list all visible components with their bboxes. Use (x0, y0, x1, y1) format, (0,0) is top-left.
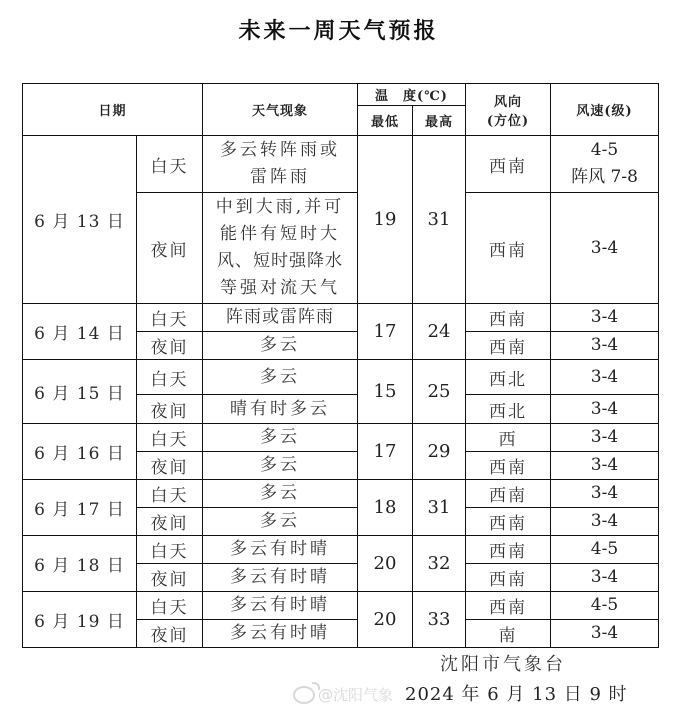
table-row (23, 424, 659, 452)
table-row (23, 304, 659, 332)
phenomenon-cell: 多云 (203, 508, 358, 536)
low-temp-cell: 20 (358, 536, 413, 592)
high-temp-cell: 25 (413, 360, 466, 424)
wind-direction-cell: 南 (466, 620, 551, 648)
header-wind-direction (466, 84, 551, 136)
wind-speed-cell: 3-4 (551, 332, 659, 360)
watermark (293, 684, 393, 705)
issue-datetime: 2024 年 6 月 13 日 9 时 (405, 684, 628, 705)
page-title: 未来一周天气预报 (238, 18, 439, 44)
period-cell: 夜间 (137, 193, 203, 304)
phenomenon-cell (203, 136, 358, 193)
wind-speed-cell: 3-4 (551, 360, 659, 395)
phenomenon-cell: 多云 (203, 480, 358, 508)
period-cell: 夜间 (137, 564, 203, 592)
table-row (23, 136, 659, 193)
issuing-organization: 沈阳市气象台 (440, 654, 566, 675)
header-temperature: 温 度(℃) (358, 84, 466, 106)
low-temp-cell: 17 (358, 304, 413, 360)
date-cell: 6 月 15 日 (23, 360, 137, 424)
date-cell: 6 月 18 日 (23, 536, 137, 592)
high-temp-cell: 24 (413, 304, 466, 360)
period-cell: 夜间 (137, 452, 203, 480)
header-wind-direction-line2: (方位) (486, 113, 530, 129)
phenomenon-cell: 多云 (203, 332, 358, 360)
wind-direction-cell: 西北 (466, 395, 551, 424)
period-cell: 白天 (137, 136, 203, 193)
phenomenon-line: 中到大雨,并可 (215, 197, 345, 217)
wind-direction-cell: 西南 (466, 304, 551, 332)
header-date: 日期 (23, 84, 203, 136)
wind-speed-cell: 3-4 (551, 193, 659, 304)
wind-speed-cell: 3-4 (551, 452, 659, 480)
wind-direction-cell: 西南 (466, 136, 551, 193)
wind-speed-cell: 3-4 (551, 424, 659, 452)
header-row (23, 84, 659, 106)
wind-direction-cell: 西南 (466, 508, 551, 536)
date-cell: 6 月 16 日 (23, 424, 137, 480)
period-cell: 白天 (137, 536, 203, 564)
phenomenon-cell: 多云有时晴 (203, 536, 358, 564)
high-temp-cell: 31 (413, 136, 466, 304)
phenomenon-line: 风、短时强降水 (217, 251, 343, 271)
low-temp-cell: 18 (358, 480, 413, 536)
wind-direction-cell: 西北 (466, 360, 551, 395)
high-temp-cell: 29 (413, 424, 466, 480)
header-wind-direction-line1: 风向 (493, 94, 522, 110)
date-cell: 6 月 13 日 (23, 136, 137, 304)
forecast-table (22, 83, 659, 648)
wind-speed-cell: 3-4 (551, 395, 659, 424)
low-temp-cell: 19 (358, 136, 413, 304)
wind-direction-cell: 西 (466, 424, 551, 452)
phenomenon-cell: 多云有时晴 (203, 592, 358, 620)
wind-speed-cell: 3-4 (551, 620, 659, 648)
header-high: 最高 (413, 106, 466, 136)
high-temp-cell: 31 (413, 480, 466, 536)
period-cell: 白天 (137, 592, 203, 620)
header-wind-speed: 风速(级) (551, 84, 659, 136)
low-temp-cell: 15 (358, 360, 413, 424)
phenomenon-cell: 多云有时晴 (203, 620, 358, 648)
low-temp-cell: 17 (358, 424, 413, 480)
phenomenon-cell: 阵雨或雷阵雨 (203, 304, 358, 332)
period-cell: 夜间 (137, 508, 203, 536)
high-temp-cell: 33 (413, 592, 466, 648)
phenomenon-cell (203, 193, 358, 304)
wind-direction-cell: 西南 (466, 332, 551, 360)
wind-speed-cell (551, 136, 659, 193)
period-cell: 夜间 (137, 395, 203, 424)
wind-speed-line: 阵风 7-8 (571, 167, 638, 187)
period-cell: 白天 (137, 480, 203, 508)
date-cell: 6 月 19 日 (23, 592, 137, 648)
phenomenon-cell: 多云 (203, 424, 358, 452)
phenomenon-line: 多云转阵雨或 (220, 140, 340, 160)
table-row (23, 480, 659, 508)
phenomenon-line: 等强对流天气 (220, 278, 340, 298)
weibo-icon (293, 686, 315, 704)
wind-direction-cell: 西南 (466, 452, 551, 480)
date-cell: 6 月 17 日 (23, 480, 137, 536)
low-temp-cell: 20 (358, 592, 413, 648)
table-row (23, 592, 659, 620)
high-temp-cell: 32 (413, 536, 466, 592)
wind-direction-cell: 西南 (466, 536, 551, 564)
wind-direction-cell: 西南 (466, 564, 551, 592)
period-cell: 夜间 (137, 620, 203, 648)
wind-speed-cell: 4-5 (551, 536, 659, 564)
phenomenon-line: 能伴有短时大 (220, 224, 340, 244)
wind-speed-cell: 3-4 (551, 480, 659, 508)
wind-direction-cell: 西南 (466, 592, 551, 620)
period-cell: 白天 (137, 304, 203, 332)
period-cell: 白天 (137, 424, 203, 452)
header-phenomenon: 天气现象 (203, 84, 358, 136)
wind-direction-cell: 西南 (466, 480, 551, 508)
period-cell: 夜间 (137, 332, 203, 360)
period-cell: 白天 (137, 360, 203, 395)
phenomenon-line: 雷阵雨 (250, 167, 310, 187)
wind-speed-cell: 3-4 (551, 564, 659, 592)
phenomenon-cell: 多云 (203, 452, 358, 480)
phenomenon-cell: 晴有时多云 (203, 395, 358, 424)
date-cell: 6 月 14 日 (23, 304, 137, 360)
wind-speed-line: 4-5 (590, 140, 619, 160)
wind-speed-cell: 4-5 (551, 592, 659, 620)
phenomenon-cell: 多云 (203, 360, 358, 395)
phenomenon-cell: 多云有时晴 (203, 564, 358, 592)
wind-speed-cell: 3-4 (551, 508, 659, 536)
wind-speed-cell: 3-4 (551, 304, 659, 332)
watermark-text: @沈阳气象 (318, 686, 394, 704)
header-low: 最低 (358, 106, 413, 136)
table-row (23, 536, 659, 564)
wind-direction-cell: 西南 (466, 193, 551, 304)
table-row (23, 360, 659, 395)
